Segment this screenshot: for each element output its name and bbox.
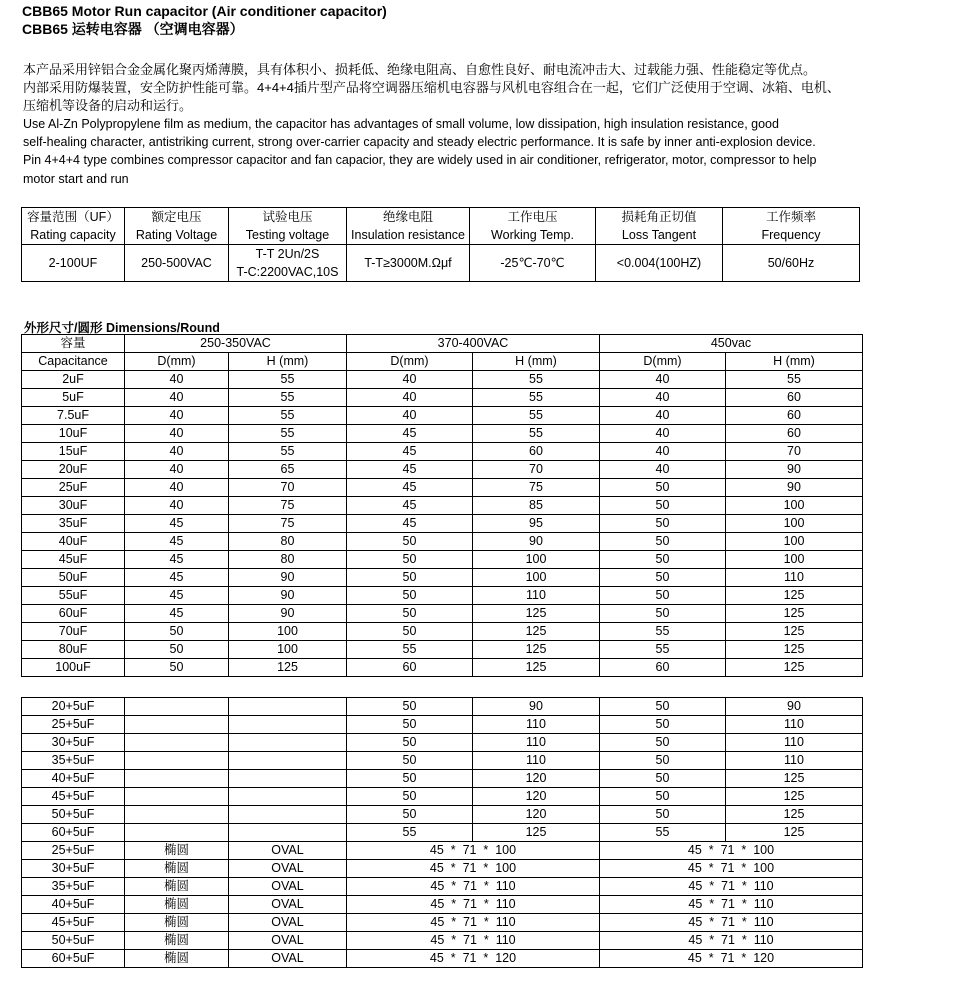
- shape-cn-cell: 椭圆: [125, 914, 229, 932]
- oval-size-cell: 45 * 71 * 120: [600, 950, 863, 968]
- spec-header-cell: 试验电压 Testing voltage: [229, 208, 347, 245]
- diameter-cell: 45: [125, 551, 229, 569]
- diameter-cell: 50: [600, 806, 726, 824]
- shape-cn-cell: 椭圆: [125, 860, 229, 878]
- diameter-cell: 50: [347, 716, 473, 734]
- description-line: 压缩机等设备的启动和运行。: [23, 98, 193, 113]
- capacitance-cell: 40uF: [22, 533, 125, 551]
- oval-size-cell: 45 * 71 * 100: [600, 842, 863, 860]
- diameter-cell: 50: [600, 479, 726, 497]
- capacitance-cell: 60+5uF: [22, 950, 125, 968]
- height-cell: 55: [726, 371, 863, 389]
- empty-cell: [125, 698, 229, 716]
- shape-cn-cell: 椭圆: [125, 842, 229, 860]
- height-cell: 110: [726, 569, 863, 587]
- combo-oval-row: [22, 896, 863, 914]
- dimension-row: [22, 587, 863, 605]
- oval-size-cell: 45 * 71 * 110: [600, 896, 863, 914]
- spec-value-cell: <0.004(100HZ): [596, 245, 723, 282]
- dimension-row: [22, 515, 863, 533]
- spec-value-cell: T-T≥3000M.Ωμf: [347, 245, 470, 282]
- capacitance-cell: 20uF: [22, 461, 125, 479]
- spec-header-cell: 损耗角正切值 Loss Tangent: [596, 208, 723, 245]
- height-cell: 90: [229, 605, 347, 623]
- diameter-cell: 50: [600, 497, 726, 515]
- diameter-cell: 50: [600, 587, 726, 605]
- dimension-row: [22, 551, 863, 569]
- height-cell: 60: [473, 443, 600, 461]
- voltage-group-header: 250-350VAC: [125, 335, 347, 353]
- height-cell: 120: [473, 788, 600, 806]
- height-cell: 125: [726, 605, 863, 623]
- diameter-cell: 40: [125, 371, 229, 389]
- height-cell: 125: [473, 659, 600, 677]
- diameter-cell: 50: [600, 752, 726, 770]
- capacitance-cell: 60uF: [22, 605, 125, 623]
- height-cell: 55: [229, 389, 347, 407]
- dimension-row: [22, 389, 863, 407]
- capacitance-cell: 7.5uF: [22, 407, 125, 425]
- height-header: H (mm): [229, 353, 347, 371]
- combo-round-row: [22, 788, 863, 806]
- height-cell: 100: [726, 497, 863, 515]
- dimension-row: [22, 407, 863, 425]
- oval-size-cell: 45 * 71 * 110: [347, 878, 600, 896]
- diameter-cell: 40: [347, 407, 473, 425]
- diameter-cell: 50: [600, 515, 726, 533]
- empty-cell: [125, 734, 229, 752]
- height-cell: 110: [726, 752, 863, 770]
- height-cell: 60: [726, 425, 863, 443]
- capacitance-cell: 2uF: [22, 371, 125, 389]
- diameter-cell: 50: [600, 734, 726, 752]
- capacitance-cell: 50uF: [22, 569, 125, 587]
- capacitance-header-en: Capacitance: [22, 353, 125, 371]
- shape-en-cell: OVAL: [229, 950, 347, 968]
- spec-header-cell: 容量范围（UF） Rating capacity: [22, 208, 125, 245]
- spec-header-cell: 工作频率 Frequency: [723, 208, 860, 245]
- height-cell: 125: [726, 788, 863, 806]
- diameter-cell: 40: [125, 443, 229, 461]
- dimension-row: [22, 371, 863, 389]
- diameter-cell: 50: [125, 641, 229, 659]
- empty-cell: [229, 716, 347, 734]
- diameter-cell: 50: [347, 623, 473, 641]
- height-cell: 100: [473, 569, 600, 587]
- capacitance-cell: 25+5uF: [22, 716, 125, 734]
- height-cell: 125: [473, 824, 600, 842]
- shape-cn-cell: 椭圆: [125, 878, 229, 896]
- diameter-cell: 50: [347, 734, 473, 752]
- height-header: H (mm): [726, 353, 863, 371]
- empty-cell: [229, 806, 347, 824]
- diameter-cell: 45: [347, 461, 473, 479]
- height-cell: 125: [726, 824, 863, 842]
- diameter-cell: 40: [600, 407, 726, 425]
- height-header: H (mm): [473, 353, 600, 371]
- height-cell: 80: [229, 551, 347, 569]
- height-cell: 55: [473, 407, 600, 425]
- empty-cell: [229, 734, 347, 752]
- diameter-cell: 55: [347, 641, 473, 659]
- empty-cell: [125, 716, 229, 734]
- capacitance-cell: 40+5uF: [22, 770, 125, 788]
- diameter-header: D(mm): [347, 353, 473, 371]
- capacitance-cell: 35+5uF: [22, 752, 125, 770]
- diameter-cell: 50: [125, 659, 229, 677]
- capacitance-cell: 50+5uF: [22, 806, 125, 824]
- height-cell: 125: [726, 770, 863, 788]
- height-cell: 55: [473, 371, 600, 389]
- spec-value-cell: T-T 2Un/2S T-C:2200VAC,10S: [229, 245, 347, 282]
- diameter-cell: 45: [347, 497, 473, 515]
- voltage-group-header: 370-400VAC: [347, 335, 600, 353]
- shape-en-cell: OVAL: [229, 860, 347, 878]
- capacitance-cell: 10uF: [22, 425, 125, 443]
- diameter-cell: 45: [125, 515, 229, 533]
- dim-subheader-row: [22, 353, 863, 371]
- height-cell: 55: [229, 443, 347, 461]
- diameter-cell: 60: [347, 659, 473, 677]
- height-cell: 55: [229, 371, 347, 389]
- diameter-cell: 45: [125, 587, 229, 605]
- diameter-cell: 40: [125, 389, 229, 407]
- diameter-cell: 45: [347, 479, 473, 497]
- diameter-cell: 50: [347, 770, 473, 788]
- diameter-cell: 40: [347, 389, 473, 407]
- empty-cell: [125, 806, 229, 824]
- description-line: Pin 4+4+4 type combines compressor capacitor and fan capacior, they are widely used in air conditioner, refrigerator, motor, compressor to help: [23, 153, 817, 168]
- height-cell: 110: [726, 734, 863, 752]
- empty-cell: [229, 770, 347, 788]
- oval-size-cell: 45 * 71 * 110: [347, 932, 600, 950]
- combination-table: [21, 697, 863, 968]
- capacitance-cell: 20+5uF: [22, 698, 125, 716]
- dimension-row: [22, 623, 863, 641]
- diameter-cell: 50: [347, 569, 473, 587]
- spec-header-cell: 绝缘电阻 Insulation resistance: [347, 208, 470, 245]
- spec-table: [21, 207, 860, 282]
- dimension-row: [22, 605, 863, 623]
- diameter-cell: 40: [347, 371, 473, 389]
- height-cell: 90: [726, 461, 863, 479]
- height-cell: 55: [229, 407, 347, 425]
- combo-oval-row: [22, 914, 863, 932]
- height-cell: 125: [229, 659, 347, 677]
- dimension-row: [22, 497, 863, 515]
- capacitance-cell: 40+5uF: [22, 896, 125, 914]
- oval-size-cell: 45 * 71 * 110: [347, 896, 600, 914]
- diameter-cell: 45: [347, 443, 473, 461]
- shape-en-cell: OVAL: [229, 878, 347, 896]
- height-cell: 90: [473, 698, 600, 716]
- combo-round-row: [22, 770, 863, 788]
- height-cell: 125: [473, 605, 600, 623]
- diameter-header: D(mm): [125, 353, 229, 371]
- height-cell: 120: [473, 770, 600, 788]
- diameter-cell: 50: [347, 605, 473, 623]
- diameter-cell: 50: [600, 698, 726, 716]
- oval-size-cell: 45 * 71 * 110: [347, 914, 600, 932]
- capacitance-cell: 35+5uF: [22, 878, 125, 896]
- capacitance-cell: 30+5uF: [22, 860, 125, 878]
- diameter-cell: 50: [125, 623, 229, 641]
- description-line: 本产品采用锌铝合金金属化聚丙烯薄膜，具有体积小、损耗低、绝缘电阻高、自愈性良好、耐电流冲击大、过载能力强、性能稳定等优点。: [23, 62, 817, 77]
- diameter-cell: 60: [600, 659, 726, 677]
- height-cell: 100: [726, 533, 863, 551]
- diameter-cell: 50: [600, 788, 726, 806]
- diameter-cell: 55: [600, 623, 726, 641]
- height-cell: 110: [473, 587, 600, 605]
- oval-size-cell: 45 * 71 * 110: [600, 878, 863, 896]
- diameter-cell: 55: [600, 641, 726, 659]
- height-cell: 110: [726, 716, 863, 734]
- diameter-cell: 40: [125, 497, 229, 515]
- combo-round-row: [22, 734, 863, 752]
- diameter-cell: 45: [347, 425, 473, 443]
- capacitance-cell: 45uF: [22, 551, 125, 569]
- height-cell: 90: [726, 698, 863, 716]
- diameter-cell: 50: [600, 605, 726, 623]
- diameter-cell: 50: [347, 806, 473, 824]
- height-cell: 70: [229, 479, 347, 497]
- height-cell: 90: [726, 479, 863, 497]
- combo-oval-row: [22, 878, 863, 896]
- spec-value-row: [22, 245, 860, 282]
- description-line: 内部采用防爆装置，安全防护性能可靠。4+4+4插片型产品将空调器压缩机电容器与风机电容组合在一起，它们广泛使用于空调、冰箱、电机、: [23, 80, 840, 95]
- shape-en-cell: OVAL: [229, 932, 347, 950]
- combo-oval-row: [22, 842, 863, 860]
- combo-round-row: [22, 698, 863, 716]
- description-line: Use Al-Zn Polypropylene film as medium, the capacitor has advantages of small volume, low dissipation, high insulation resistance, good: [23, 117, 779, 131]
- height-cell: 110: [473, 752, 600, 770]
- product-description: [23, 61, 963, 188]
- combo-round-row: [22, 824, 863, 842]
- diameter-cell: 40: [600, 425, 726, 443]
- empty-cell: [125, 788, 229, 806]
- capacitance-cell: 30uF: [22, 497, 125, 515]
- capacitance-cell: 5uF: [22, 389, 125, 407]
- diameter-cell: 50: [600, 716, 726, 734]
- dimension-row: [22, 533, 863, 551]
- diameter-cell: 45: [125, 533, 229, 551]
- height-cell: 75: [473, 479, 600, 497]
- height-cell: 100: [726, 551, 863, 569]
- empty-cell: [229, 824, 347, 842]
- diameter-cell: 40: [125, 407, 229, 425]
- voltage-group-header: 450vac: [600, 335, 863, 353]
- diameter-cell: 50: [347, 788, 473, 806]
- combo-round-row: [22, 752, 863, 770]
- empty-cell: [125, 770, 229, 788]
- diameter-cell: 45: [125, 569, 229, 587]
- title-chinese: CBB65 运转电容器 （空调电容器）: [22, 21, 244, 37]
- capacitance-header-cn: 容量: [22, 335, 125, 353]
- diameter-cell: 50: [347, 587, 473, 605]
- dimension-row: [22, 443, 863, 461]
- shape-en-cell: OVAL: [229, 914, 347, 932]
- height-cell: 100: [229, 641, 347, 659]
- description-line: self-healing character, antistriking current, strong over-carrier capacity and steady electric performance. It is safe by inner anti-explosion device.: [23, 135, 816, 150]
- spec-header-cell: 工作电压 Working Temp.: [470, 208, 596, 245]
- height-cell: 110: [473, 734, 600, 752]
- combo-oval-row: [22, 932, 863, 950]
- dimension-row: [22, 641, 863, 659]
- diameter-cell: 45: [347, 515, 473, 533]
- capacitance-cell: 25+5uF: [22, 842, 125, 860]
- height-cell: 60: [726, 389, 863, 407]
- spec-value-cell: 50/60Hz: [723, 245, 860, 282]
- height-cell: 125: [726, 659, 863, 677]
- empty-cell: [229, 698, 347, 716]
- capacitance-cell: 70uF: [22, 623, 125, 641]
- height-cell: 125: [726, 623, 863, 641]
- diameter-cell: 50: [347, 698, 473, 716]
- height-cell: 55: [229, 425, 347, 443]
- dimension-row: [22, 569, 863, 587]
- height-cell: 70: [726, 443, 863, 461]
- height-cell: 60: [726, 407, 863, 425]
- height-cell: 90: [229, 569, 347, 587]
- diameter-cell: 50: [600, 551, 726, 569]
- diameter-cell: 40: [125, 461, 229, 479]
- spec-value-cell: 250-500VAC: [125, 245, 229, 282]
- title-english: CBB65 Motor Run capacitor (Air conditioner capacitor): [22, 3, 387, 19]
- dimension-row: [22, 461, 863, 479]
- capacitance-cell: 80uF: [22, 641, 125, 659]
- dimensions-title: 外形尺寸/圆形 Dimensions/Round: [24, 321, 220, 335]
- diameter-header: D(mm): [600, 353, 726, 371]
- oval-size-cell: 45 * 71 * 100: [347, 860, 600, 878]
- shape-cn-cell: 椭圆: [125, 932, 229, 950]
- combo-round-row: [22, 806, 863, 824]
- dimension-row: [22, 659, 863, 677]
- diameter-cell: 55: [600, 824, 726, 842]
- oval-size-cell: 45 * 71 * 100: [347, 842, 600, 860]
- empty-cell: [229, 788, 347, 806]
- spec-value-cell: 2-100UF: [22, 245, 125, 282]
- height-cell: 90: [229, 587, 347, 605]
- diameter-cell: 50: [347, 551, 473, 569]
- empty-cell: [229, 752, 347, 770]
- diameter-cell: 40: [125, 425, 229, 443]
- shape-cn-cell: 椭圆: [125, 950, 229, 968]
- height-cell: 110: [473, 716, 600, 734]
- capacitance-cell: 60+5uF: [22, 824, 125, 842]
- height-cell: 65: [229, 461, 347, 479]
- height-cell: 55: [473, 389, 600, 407]
- height-cell: 100: [229, 623, 347, 641]
- capacitance-cell: 50+5uF: [22, 932, 125, 950]
- height-cell: 75: [229, 497, 347, 515]
- spec-value-cell: -25℃-70℃: [470, 245, 596, 282]
- shape-cn-cell: 椭圆: [125, 896, 229, 914]
- dim-header-row: [22, 335, 863, 353]
- diameter-cell: 40: [600, 461, 726, 479]
- capacitance-cell: 35uF: [22, 515, 125, 533]
- height-cell: 95: [473, 515, 600, 533]
- height-cell: 125: [726, 587, 863, 605]
- diameter-cell: 45: [125, 605, 229, 623]
- diameter-cell: 40: [600, 443, 726, 461]
- diameter-cell: 40: [600, 389, 726, 407]
- capacitance-cell: 15uF: [22, 443, 125, 461]
- height-cell: 125: [473, 623, 600, 641]
- shape-en-cell: OVAL: [229, 842, 347, 860]
- height-cell: 80: [229, 533, 347, 551]
- capacitance-cell: 45+5uF: [22, 788, 125, 806]
- capacitance-cell: 45+5uF: [22, 914, 125, 932]
- dimension-row: [22, 425, 863, 443]
- dimension-row: [22, 479, 863, 497]
- empty-cell: [125, 752, 229, 770]
- diameter-cell: 40: [600, 371, 726, 389]
- height-cell: 55: [473, 425, 600, 443]
- capacitance-cell: 55uF: [22, 587, 125, 605]
- oval-size-cell: 45 * 71 * 110: [600, 914, 863, 932]
- shape-en-cell: OVAL: [229, 896, 347, 914]
- height-cell: 125: [726, 806, 863, 824]
- oval-size-cell: 45 * 71 * 120: [347, 950, 600, 968]
- oval-size-cell: 45 * 71 * 110: [600, 932, 863, 950]
- diameter-cell: 50: [347, 533, 473, 551]
- diameter-cell: 55: [347, 824, 473, 842]
- height-cell: 120: [473, 806, 600, 824]
- oval-size-cell: 45 * 71 * 100: [600, 860, 863, 878]
- height-cell: 125: [473, 641, 600, 659]
- description-line: motor start and run: [23, 171, 129, 186]
- diameter-cell: 50: [600, 770, 726, 788]
- height-cell: 85: [473, 497, 600, 515]
- height-cell: 75: [229, 515, 347, 533]
- height-cell: 90: [473, 533, 600, 551]
- diameter-cell: 50: [600, 533, 726, 551]
- capacitance-cell: 30+5uF: [22, 734, 125, 752]
- empty-cell: [125, 824, 229, 842]
- height-cell: 100: [473, 551, 600, 569]
- height-cell: 125: [726, 641, 863, 659]
- height-cell: 70: [473, 461, 600, 479]
- capacitance-cell: 25uF: [22, 479, 125, 497]
- diameter-cell: 40: [125, 479, 229, 497]
- dimensions-table: [21, 334, 863, 677]
- diameter-cell: 50: [347, 752, 473, 770]
- capacitance-cell: 100uF: [22, 659, 125, 677]
- diameter-cell: 50: [600, 569, 726, 587]
- height-cell: 100: [726, 515, 863, 533]
- combo-oval-row: [22, 860, 863, 878]
- combo-oval-row: [22, 950, 863, 968]
- combo-round-row: [22, 716, 863, 734]
- spec-header-row: [22, 208, 860, 245]
- spec-header-cell: 额定电压 Rating Voltage: [125, 208, 229, 245]
